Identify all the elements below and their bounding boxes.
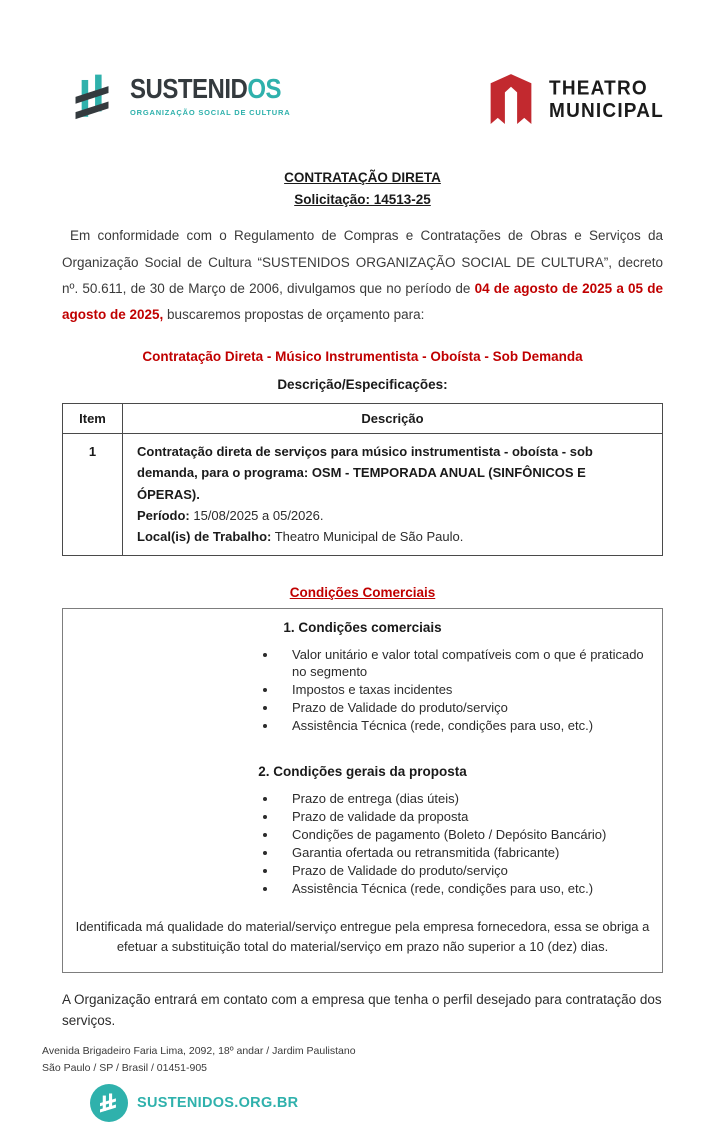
closing-paragraph: A Organização entrará em contato com a empresa que tenha o perfil desejado para contratação dos serviços. bbox=[62, 992, 662, 1028]
list-item: • Prazo de entrega (dias úteis) bbox=[278, 790, 652, 808]
intro-dates: 04 de agosto de 2025 a 05 de agosto de 2025, bbox=[62, 280, 663, 323]
object-heading: Contratação Direta - Músico Instrumentista - Oboísta - Sob Demanda bbox=[142, 349, 583, 365]
conditions-section2-list bbox=[278, 790, 652, 898]
list-item: • Prazo de validade da proposta bbox=[278, 808, 652, 826]
conditions-box bbox=[62, 608, 663, 974]
list-item: • Garantia ofertada ou retransmitida (fabricante) bbox=[278, 844, 652, 862]
local-label: Local(is) de Trabalho: bbox=[137, 528, 272, 544]
header bbox=[0, 0, 724, 137]
hash-badge-icon bbox=[90, 1084, 128, 1122]
conditions-section2-title: 2. Condições gerais da proposta bbox=[258, 763, 467, 779]
conditions-section1-title: 1. Condições comerciais bbox=[283, 619, 442, 635]
arch-icon bbox=[485, 70, 537, 131]
wordmark-accent: OS bbox=[247, 74, 282, 106]
intro-part1: Em conformidade com o Regulamento de Compras e Contratações de Obras e Serviços da Organização Social de Cultura “SUSTENIDOS ORGANIZAÇÃO SOCIAL DE CULTURA”, decreto nº. 50.611, de 30 de Março de 2006, divulgamos que no período de bbox=[62, 228, 663, 296]
conditions-heading: Condições Comerciais bbox=[289, 584, 436, 600]
list-item: • Assistência Técnica (rede, condições para uso, etc.) bbox=[278, 717, 652, 735]
list-item: • Condições de pagamento (Boleto / Depósito Bancário) bbox=[278, 826, 652, 844]
list-item: • Assistência Técnica (rede, condições para uso, etc.) bbox=[278, 880, 652, 898]
col-header-descricao: Descrição bbox=[123, 404, 663, 434]
quality-note: Identificada má qualidade do material/serviço entregue pela empresa fornecedora, essa se obriga a efetuar a substituição total do material/serviço em prazo não superior a 10 (dez) dias. bbox=[75, 918, 650, 955]
sustenidos-wordmark bbox=[130, 64, 290, 117]
wordmark-main: SUSTENID bbox=[130, 74, 248, 106]
address-line2: São Paulo / SP / Brasil / 01451-905 bbox=[42, 1062, 207, 1075]
title-line1: CONTRATAÇÃO DIRETA bbox=[284, 170, 441, 185]
list-item: • Prazo de Validade do produto/serviço bbox=[278, 699, 652, 717]
description-main: Contratação direta de serviços para músico instrumentista - oboísta - sob demanda, para o programa: OSM - TEMPORADA ANUAL (SINFÔNICOS E ÓPERAS). bbox=[137, 444, 593, 502]
theatro-municipal-text bbox=[549, 79, 664, 123]
list-item: • Impostos e taxas incidentes bbox=[278, 681, 652, 699]
sustenidos-logo bbox=[74, 64, 290, 137]
address-line1: Avenida Brigadeiro Faria Lima, 2092, 18º andar / Jardim Paulistano bbox=[42, 1044, 356, 1057]
items-table bbox=[62, 403, 663, 555]
intro-paragraph bbox=[62, 223, 663, 328]
list-item: • Valor unitário e valor total compatíveis com o que é praticado no segmento bbox=[278, 646, 652, 681]
item-description bbox=[123, 434, 663, 555]
spec-heading: Descrição/Especificações: bbox=[277, 377, 448, 393]
col-header-item: Item bbox=[63, 404, 123, 434]
website-link[interactable]: SUSTENIDOS.ORG.BR bbox=[137, 1095, 299, 1112]
document-title bbox=[62, 167, 663, 210]
item-number: 1 bbox=[63, 434, 123, 555]
website-row bbox=[42, 1084, 724, 1122]
sustenidos-tagline: ORGANIZAÇÃO SOCIAL DE CULTURA bbox=[130, 108, 291, 117]
theatro-line1: THEATRO bbox=[549, 77, 648, 100]
intro-part2: buscaremos propostas de orçamento para: bbox=[163, 307, 425, 323]
title-line2: Solicitação: 14513-25 bbox=[294, 191, 431, 207]
local-value: Theatro Municipal de São Paulo. bbox=[271, 528, 464, 544]
hash-icon bbox=[74, 64, 120, 137]
periodo-value: 15/08/2025 a 05/2026. bbox=[189, 507, 324, 523]
table-header-row bbox=[63, 404, 663, 434]
conditions-section1-list bbox=[278, 646, 652, 735]
theatro-line2: MUNICIPAL bbox=[549, 99, 664, 122]
footer bbox=[0, 1043, 724, 1122]
theatro-municipal-logo bbox=[485, 70, 664, 131]
table-row bbox=[63, 434, 663, 555]
periodo-label: Período: bbox=[137, 507, 190, 523]
list-item: • Prazo de Validade do produto/serviço bbox=[278, 862, 652, 880]
